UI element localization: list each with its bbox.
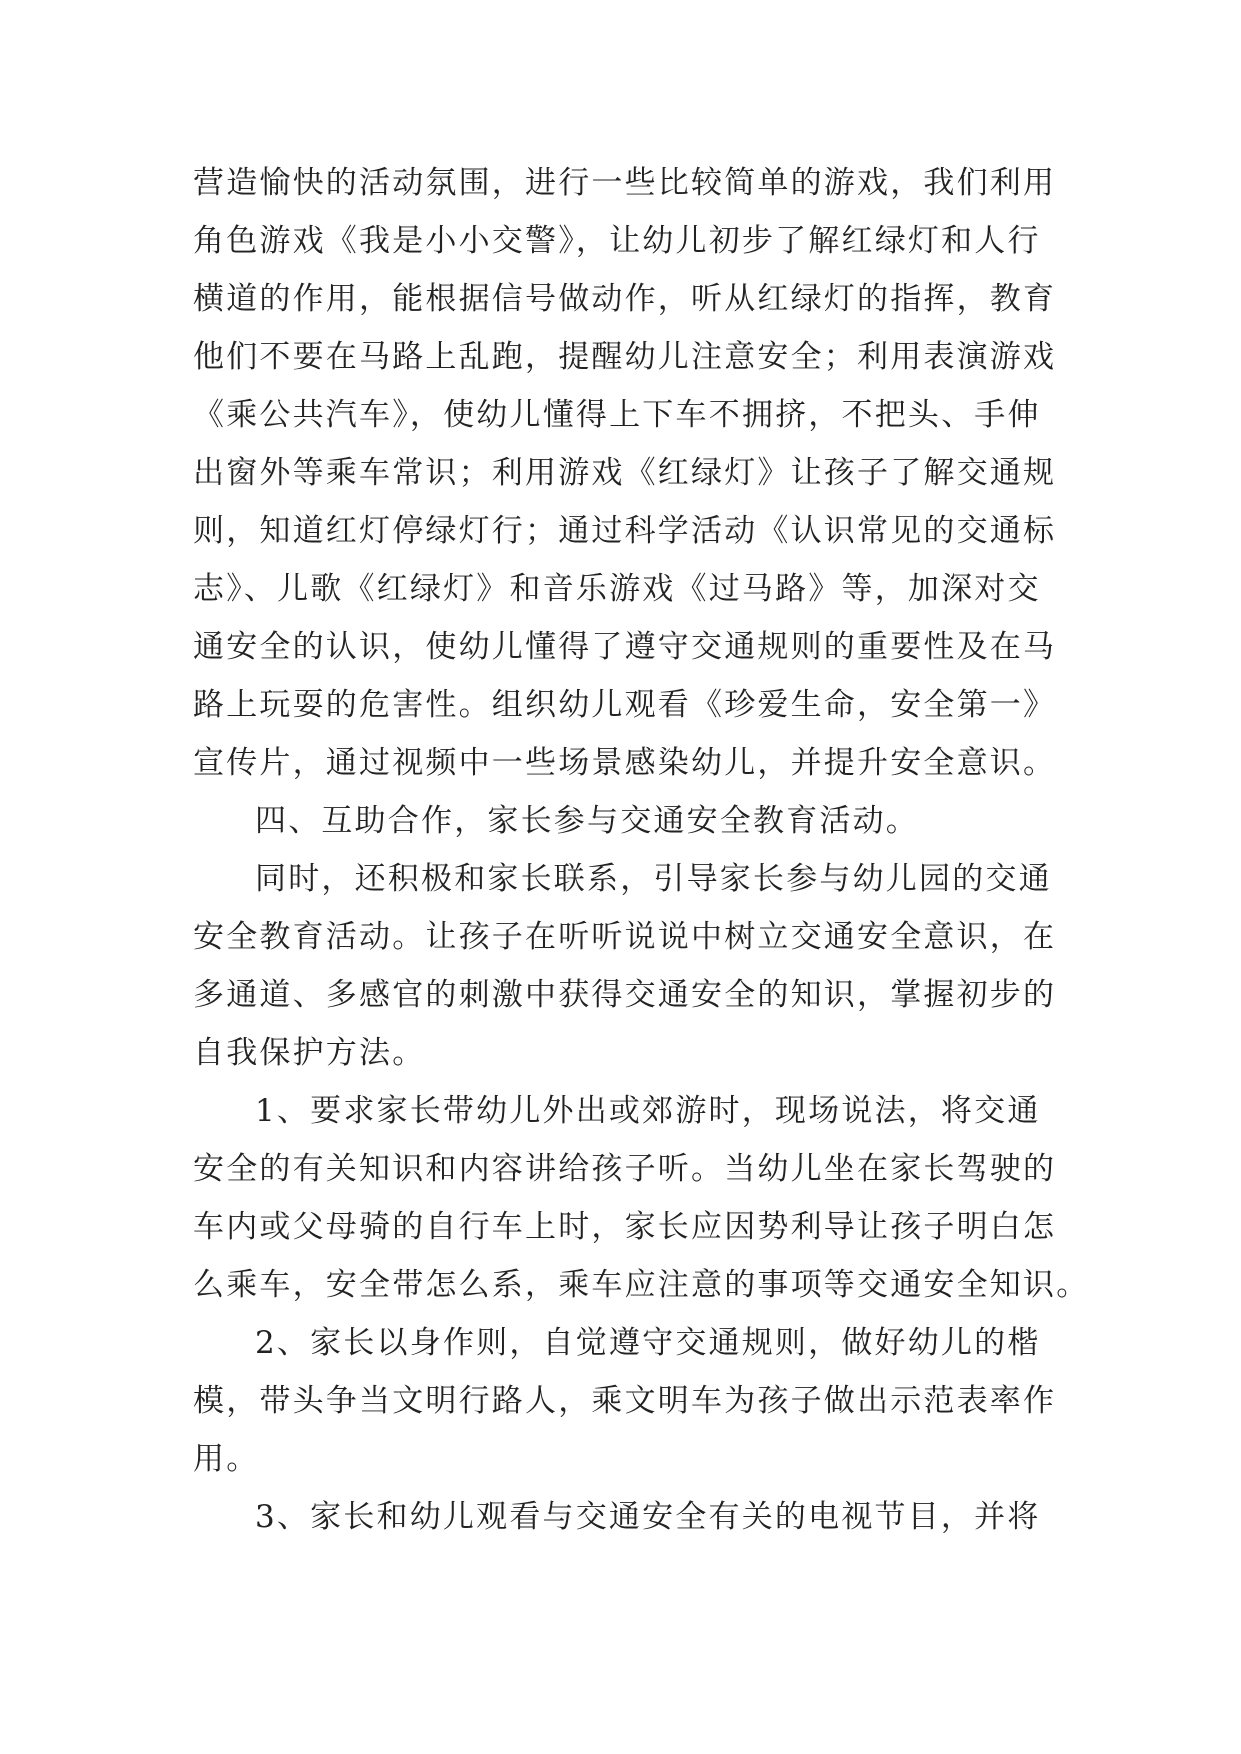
- text-line: 同时，还积极和家长联系，引导家长参与幼儿园的交通: [255, 861, 1052, 897]
- section-heading: 四、互助合作，家长参与交通安全教育活动。: [255, 803, 919, 839]
- text-line: 车内或父母骑的自行车上时，家长应因势利导让孩子明白怎: [193, 1209, 1057, 1245]
- text-line: 出窗外等乘车常识；利用游戏《红绿灯》让孩子了解交通规: [193, 455, 1057, 491]
- text-line: 他们不要在马路上乱跑，提醒幼儿注意安全；利用表演游戏: [193, 339, 1057, 375]
- text-line: 路上玩耍的危害性。组织幼儿观看《珍爱生命，安全第一》: [193, 687, 1057, 723]
- text-line: 自我保护方法。: [193, 1035, 426, 1071]
- text-line: 用。: [193, 1441, 260, 1477]
- text-line: 2、家长以身作则，自觉遵守交通规则，做好幼儿的楷: [255, 1325, 1041, 1361]
- text-line: 安全的有关知识和内容讲给孩子听。当幼儿坐在家长驾驶的: [193, 1151, 1057, 1187]
- text-line: 角色游戏《我是小小交警》，让幼儿初步了解红绿灯和人行: [193, 223, 1041, 259]
- text-line: 多通道、多感官的刺激中获得交通安全的知识，掌握初步的: [193, 977, 1057, 1013]
- text-line: 营造愉快的活动氛围，进行一些比较简单的游戏，我们利用: [193, 165, 1057, 201]
- text-line: 通安全的认识，使幼儿懂得了遵守交通规则的重要性及在马: [193, 629, 1057, 665]
- text-line: 宣传片，通过视频中一些场景感染幼儿，并提升安全意识。: [193, 745, 1057, 781]
- text-line: 模，带头争当文明行路人，乘文明车为孩子做出示范表率作: [193, 1383, 1057, 1419]
- text-line: 横道的作用，能根据信号做动作，听从红绿灯的指挥，教育: [193, 281, 1057, 317]
- text-line: 志》、儿歌《红绿灯》和音乐游戏《过马路》等，加深对交: [193, 571, 1041, 607]
- text-line: 则，知道红灯停绿灯行；通过科学活动《认识常见的交通标: [193, 513, 1057, 549]
- text-line: 么乘车，安全带怎么系，乘车应注意的事项等交通安全知识。: [193, 1267, 1090, 1303]
- text-line: 《乘公共汽车》，使幼儿懂得上下车不拥挤，不把头、手伸: [193, 397, 1041, 433]
- text-line: 1、要求家长带幼儿外出或郊游时，现场说法，将交通: [255, 1093, 1041, 1129]
- text-line: 安全教育活动。让孩子在听听说说中树立交通安全意识，在: [193, 919, 1057, 955]
- text-line: 3、家长和幼儿观看与交通安全有关的电视节目，并将: [255, 1499, 1041, 1535]
